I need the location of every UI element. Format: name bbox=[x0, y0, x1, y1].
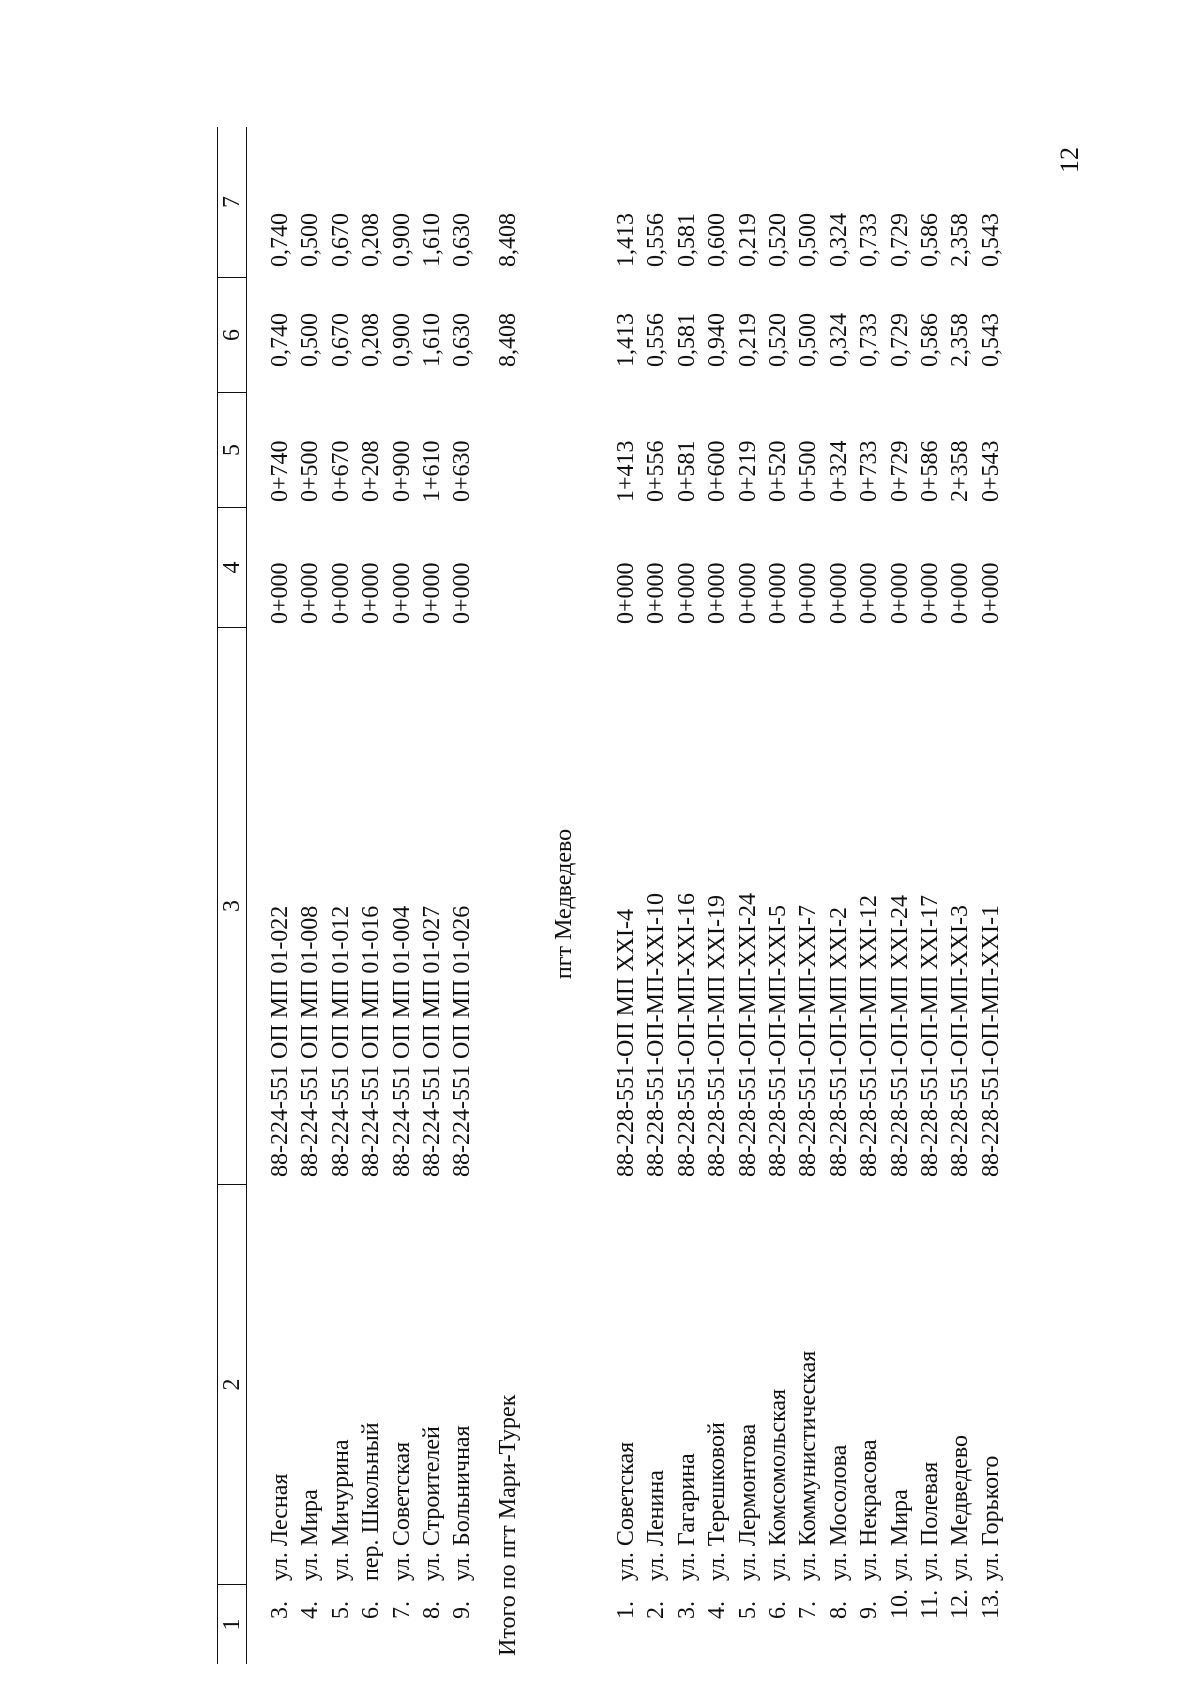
length-km: 0,500 bbox=[795, 313, 821, 367]
row-number: 8. bbox=[826, 1601, 852, 1619]
end-km: 1+610 bbox=[419, 440, 445, 502]
table-row bbox=[824, 127, 854, 1664]
start-km: 0+000 bbox=[297, 562, 323, 624]
road-code: 88-228-551-ОП-МП XXI-17 bbox=[917, 895, 943, 1177]
end-km: 0+733 bbox=[856, 440, 882, 502]
start-km: 0+000 bbox=[704, 562, 730, 624]
header-col-4: 4 bbox=[218, 507, 246, 627]
road-code: 88-228-551-ОП-МП-XXI-24 bbox=[735, 893, 761, 1177]
length-km: 0,586 bbox=[917, 313, 943, 367]
table-row bbox=[793, 127, 823, 1664]
road-code: 88-228-551-ОП-МП XXI-24 bbox=[887, 895, 913, 1177]
street-name: ул. Советская bbox=[389, 1441, 415, 1581]
start-km: 0+000 bbox=[795, 562, 821, 624]
total-km: 0,500 bbox=[297, 213, 323, 267]
end-km: 0+630 bbox=[449, 440, 475, 502]
street-name: пер. Школьный bbox=[358, 1422, 384, 1581]
start-km: 0+000 bbox=[947, 562, 973, 624]
start-km: 0+000 bbox=[856, 562, 882, 624]
length-km: 0,630 bbox=[449, 313, 475, 367]
page-number: 12 bbox=[1055, 147, 1084, 173]
end-km: 0+586 bbox=[917, 440, 943, 502]
table-row bbox=[417, 127, 447, 1664]
length-km: 0,219 bbox=[735, 313, 761, 367]
road-code: 88-228-551-ОП-МП XXI-12 bbox=[856, 895, 882, 1177]
table-row bbox=[641, 127, 671, 1664]
street-name: ул. Строителей bbox=[419, 1426, 445, 1581]
start-km: 0+000 bbox=[328, 562, 354, 624]
row-number: 13. bbox=[978, 1589, 1004, 1619]
road-code: 88-228-551-ОП-МП-XXI-10 bbox=[643, 893, 669, 1177]
table-row bbox=[447, 127, 477, 1664]
road-code: 88-224-551 ОП МП 01-027 bbox=[419, 905, 445, 1177]
length-km: 0,900 bbox=[389, 313, 415, 367]
total-km: 0,324 bbox=[826, 213, 852, 267]
total-km: 1,610 bbox=[419, 213, 445, 267]
rotated-table bbox=[217, 127, 1200, 1664]
row-number: 3. bbox=[267, 1601, 293, 1619]
street-name: ул. Терешковой bbox=[704, 1422, 730, 1581]
row-number: 5. bbox=[328, 1601, 354, 1619]
total-km: 0,600 bbox=[704, 213, 730, 267]
group-title: пгт Медведево bbox=[551, 828, 577, 980]
end-km: 0+543 bbox=[978, 440, 1004, 502]
header-col-7: 7 bbox=[218, 196, 245, 208]
header-col-6: 6 bbox=[218, 277, 246, 392]
length-km: 2,358 bbox=[947, 313, 973, 367]
street-name: ул. Мира bbox=[297, 1489, 323, 1581]
row-number: 2. bbox=[643, 1601, 669, 1619]
road-code: 88-228-551-ОП-МП XXI-2 bbox=[826, 907, 852, 1177]
length-km: 0,520 bbox=[765, 313, 791, 367]
road-code: 88-228-551-ОП МП XXI-4 bbox=[613, 909, 639, 1177]
end-km: 0+900 bbox=[389, 440, 415, 502]
road-code: 88-224-551 ОП МП 01-016 bbox=[358, 905, 384, 1177]
street-name: ул. Коммунистическая bbox=[795, 1350, 821, 1581]
road-code: 88-228-551-ОП-МП-XXI-1 bbox=[978, 905, 1004, 1177]
total-km: 0,208 bbox=[358, 213, 384, 267]
table-row bbox=[326, 127, 356, 1664]
end-km: 0+219 bbox=[735, 440, 761, 502]
start-km: 0+000 bbox=[449, 562, 475, 624]
road-code: 88-224-551 ОП МП 01-012 bbox=[328, 905, 354, 1177]
length-km: 1,413 bbox=[613, 313, 639, 367]
end-km: 1+413 bbox=[613, 440, 639, 502]
end-km: 0+581 bbox=[674, 440, 700, 502]
total-km: 0,740 bbox=[267, 213, 293, 267]
street-name: ул. Советская bbox=[613, 1441, 639, 1581]
street-name: ул. Гагарина bbox=[674, 1453, 700, 1581]
end-km: 0+500 bbox=[297, 440, 323, 502]
end-km: 0+520 bbox=[765, 440, 791, 502]
start-km: 0+000 bbox=[419, 562, 445, 624]
start-km: 0+000 bbox=[765, 562, 791, 624]
start-km: 0+000 bbox=[887, 562, 913, 624]
total-km: 0,729 bbox=[887, 213, 913, 267]
row-number: 3. bbox=[674, 1601, 700, 1619]
total-km: 0,543 bbox=[978, 213, 1004, 267]
street-name: ул. Лермонтова bbox=[735, 1423, 761, 1581]
total-km: 0,670 bbox=[328, 213, 354, 267]
length-km: 0,733 bbox=[856, 313, 882, 367]
end-km: 0+500 bbox=[795, 440, 821, 502]
end-km: 0+324 bbox=[826, 440, 852, 502]
road-code: 88-224-551 ОП МП 01-004 bbox=[389, 905, 415, 1177]
table-row bbox=[265, 127, 295, 1664]
row-number: 6. bbox=[358, 1601, 384, 1619]
row-number: 10. bbox=[887, 1589, 913, 1619]
road-code: 88-228-551-ОП-МП-XXI-3 bbox=[947, 905, 973, 1177]
length-km: 0,208 bbox=[358, 313, 384, 367]
length-km: 0,940 bbox=[704, 313, 730, 367]
length-km: 0,581 bbox=[674, 313, 700, 367]
end-km: 0+729 bbox=[887, 440, 913, 502]
road-code: 88-224-551 ОП МП 01-026 bbox=[449, 905, 475, 1177]
length-km: 0,543 bbox=[978, 313, 1004, 367]
length-km: 1,610 bbox=[419, 313, 445, 367]
total-km: 0,219 bbox=[735, 213, 761, 267]
street-name: ул. Горького bbox=[978, 1455, 1004, 1581]
street-name: ул. Мосолова bbox=[826, 1444, 852, 1581]
total-length: 8,408 bbox=[495, 313, 521, 367]
road-code: 88-228-551-ОП-МП-XXI-16 bbox=[674, 893, 700, 1177]
total-km: 0,733 bbox=[856, 213, 882, 267]
length-km: 0,500 bbox=[297, 313, 323, 367]
start-km: 0+000 bbox=[389, 562, 415, 624]
street-name: ул. Некрасова bbox=[856, 1439, 882, 1581]
street-name: ул. Больничная bbox=[449, 1425, 475, 1581]
row-number: 9. bbox=[856, 1601, 882, 1619]
header-col-2: 2 bbox=[218, 1184, 246, 1584]
row-number: 5. bbox=[735, 1601, 761, 1619]
length-km: 0,740 bbox=[267, 313, 293, 367]
length-km: 0,556 bbox=[643, 313, 669, 367]
road-code: 88-228-551-ОП-МП XXI-19 bbox=[704, 895, 730, 1177]
street-name: ул. Полевая bbox=[917, 1461, 943, 1581]
length-km: 0,670 bbox=[328, 313, 354, 367]
table-row bbox=[702, 127, 732, 1664]
end-km: 0+670 bbox=[328, 440, 354, 502]
table-row bbox=[763, 127, 793, 1664]
end-km: 0+556 bbox=[643, 440, 669, 502]
row-number: 7. bbox=[795, 1601, 821, 1619]
row-number: 6. bbox=[765, 1601, 791, 1619]
end-km: 2+358 bbox=[947, 440, 973, 502]
total-km: 0,630 bbox=[449, 213, 475, 267]
row-number: 1. bbox=[613, 1601, 639, 1619]
start-km: 0+000 bbox=[643, 562, 669, 624]
row-number: 12. bbox=[947, 1589, 973, 1619]
total-km: 0,556 bbox=[643, 213, 669, 267]
table-row bbox=[356, 127, 386, 1664]
table-header bbox=[217, 127, 247, 1664]
row-number: 4. bbox=[704, 1601, 730, 1619]
table-row bbox=[915, 127, 945, 1664]
row-number: 7. bbox=[389, 1601, 415, 1619]
road-code: 88-228-551-ОП-МП-XXI-5 bbox=[765, 905, 791, 1177]
table-row bbox=[945, 127, 975, 1664]
road-code: 88-224-551 ОП МП 01-008 bbox=[297, 905, 323, 1177]
start-km: 0+000 bbox=[917, 562, 943, 624]
header-col-1: 1 bbox=[218, 1584, 246, 1664]
row-number: 4. bbox=[297, 1601, 323, 1619]
row-number: 8. bbox=[419, 1601, 445, 1619]
start-km: 0+000 bbox=[826, 562, 852, 624]
total-row bbox=[493, 127, 523, 1664]
row-number: 11. bbox=[917, 1589, 943, 1619]
street-name: ул. Мира bbox=[887, 1489, 913, 1581]
start-km: 0+000 bbox=[978, 562, 1004, 624]
total-sum: 8,408 bbox=[495, 213, 521, 267]
total-km: 0,520 bbox=[765, 213, 791, 267]
table-row bbox=[672, 127, 702, 1664]
total-km: 0,900 bbox=[389, 213, 415, 267]
table-row bbox=[976, 127, 1006, 1664]
start-km: 0+000 bbox=[267, 562, 293, 624]
table-row bbox=[885, 127, 915, 1664]
street-name: ул. Мичурина bbox=[328, 1439, 354, 1581]
road-code: 88-224-551 ОП МП 01-022 bbox=[267, 905, 293, 1177]
length-km: 0,324 bbox=[826, 313, 852, 367]
length-km: 0,729 bbox=[887, 313, 913, 367]
table-row bbox=[854, 127, 884, 1664]
street-name: ул. Комсомольская bbox=[765, 1388, 791, 1581]
table-row bbox=[387, 127, 417, 1664]
start-km: 0+000 bbox=[735, 562, 761, 624]
total-km: 1,413 bbox=[613, 213, 639, 267]
header-col-3: 3 bbox=[218, 627, 246, 1184]
row-number: 9. bbox=[449, 1601, 475, 1619]
start-km: 0+000 bbox=[613, 562, 639, 624]
street-name: ул. Ленина bbox=[643, 1470, 669, 1581]
street-name: ул. Медведево bbox=[947, 1434, 973, 1581]
total-km: 0,581 bbox=[674, 213, 700, 267]
total-km: 0,500 bbox=[795, 213, 821, 267]
end-km: 0+740 bbox=[267, 440, 293, 502]
table-row bbox=[611, 127, 641, 1664]
table-row bbox=[733, 127, 763, 1664]
header-col-5: 5 bbox=[218, 392, 246, 507]
street-name: ул. Лесная bbox=[267, 1473, 293, 1581]
total-km: 0,586 bbox=[917, 213, 943, 267]
road-code: 88-228-551-ОП-МП-XXI-7 bbox=[795, 905, 821, 1177]
end-km: 0+208 bbox=[358, 440, 384, 502]
total-label: Итого по пгт Мари-Турек bbox=[495, 1394, 521, 1656]
start-km: 0+000 bbox=[674, 562, 700, 624]
total-km: 2,358 bbox=[947, 213, 973, 267]
table-row bbox=[295, 127, 325, 1664]
end-km: 0+600 bbox=[704, 440, 730, 502]
start-km: 0+000 bbox=[358, 562, 384, 624]
